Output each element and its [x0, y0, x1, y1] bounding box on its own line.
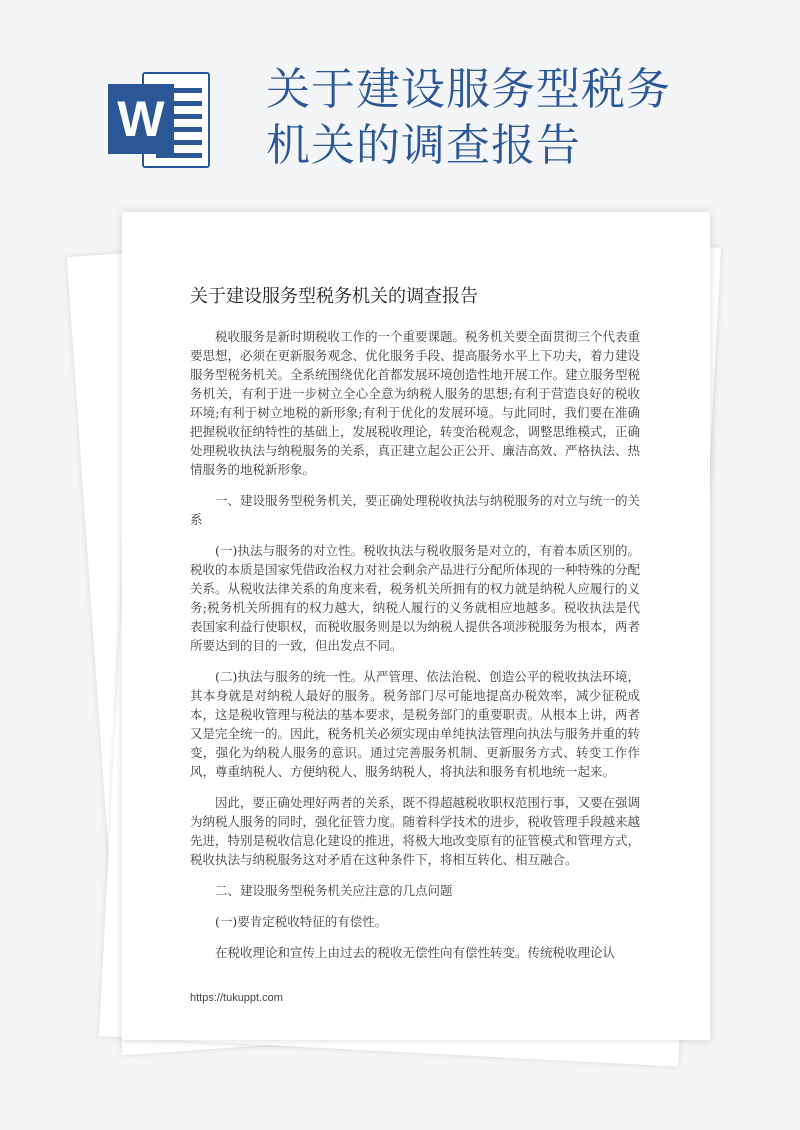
section-heading: 一、建设服务型税务机关，要正确处理税收执法与纳税服务的对立与统一的关系 — [190, 493, 641, 527]
document-title: 关于建设服务型税务机关的调查报告 — [190, 286, 478, 307]
document-page — [122, 212, 710, 1040]
paragraph: (一)执法与服务的对立性。税收执法与税收服务是对立的，有着本质区别的。税收的本质是国家凭借政治权力对社会剩余产品进行分配所体现的一种特殊的分配关系。从税收法律关系的角度来看，税务机关所拥有的权力就是纳税人应履行的义务;税务机关所拥有的权力越大，纳税人履行的义务就相应地越多。税收执法是代表国家利益行使职权，而税收服务则是以为纳税人提供各项涉税服务为根本，两者所要达到的目的一致，但出发点不同。 — [190, 543, 641, 653]
subsection-heading: (一)要肯定税收特征的有偿性。 — [215, 914, 388, 929]
word-logo-icon — [108, 72, 212, 168]
word-letter-badge: W — [108, 84, 174, 154]
paragraph: 因此，要正确处理好两者的关系，既不得超越税收职权范围行事，又要在强调为纳税人服务的同时，强化征管力度。随着科学技术的进步，税收管理手段越来越先进，特别是税收信息化建设的推进，将极大地改变原有的征管模式和管理方式，税收执法与纳税服务这对矛盾在这种条件下，将相互转化、相互融合。 — [190, 795, 641, 867]
section-heading: 二、建设服务型税务机关应注意的几点问题 — [215, 883, 453, 898]
paragraph: 税收服务是新时期税收工作的一个重要课题。税务机关要全面贯彻三个代表重要思想，必须在更新服务观念、优化服务手段、提高服务水平上下功夫，着力建设服务型税务机关。全系统围绕优化首都发展环境创造性地开展工作。建立服务型税务机关，有利于进一步树立全心全意为纳税人服务的思想;有利于营造良好的税收环境;有利于树立地税的新形象;有利于优化的发展环境。与此同时，我们要在准确把握税收征纳特性的基础上，发展税收理论，转变治税观念，调整思维模式，正确处理税收执法与纳税服务的关系，真正建立起公正公开、廉洁高效、严格执法、热情服务的地税新形象。 — [190, 329, 641, 477]
banner-title: 关于建设服务型税务机关的调查报告 — [266, 64, 671, 171]
paragraph: (二)执法与服务的统一性。从严管理、依法治税、创造公平的税收执法环境，其本身就是对纳税人最好的服务。税务部门尽可能地提高办税效率，减少征税成本，这是税收管理与税法的基本要求，是税务部门的重要职责。从根本上讲，两者又是完全统一的。因此，税务机关必须实现由单纯执法管理向执法与服务并重的转变，强化为纳税人服务的意识。通过完善服务机制、更新服务方式、转变工作作风，尊重纳税人、方便纳税人、服务纳税人，将执法和服务有机地统一起来。 — [190, 669, 641, 779]
footer-url: https://tukuppt.com — [190, 992, 283, 1004]
paragraph: 在税收理论和宣传上由过去的税收无偿性向有偿性转变。传统税收理论认 — [215, 945, 616, 960]
document-body — [190, 327, 640, 974]
